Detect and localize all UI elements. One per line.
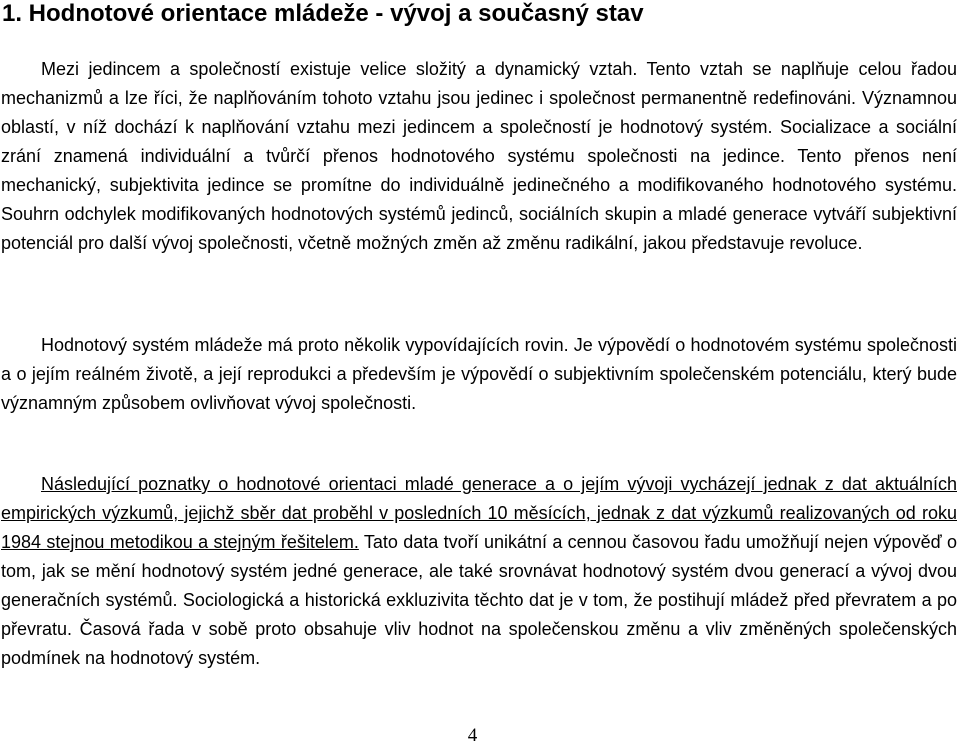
paragraph-2-text: Hodnotový systém mládeže má proto několik vypovídajících rovin. Je výpovědí o hodnotovém systému společnosti a o jejím reálném životě, a její reprodukci a především je výpovědí o subjektivním společenském potenciálu, který bude významným způsobem ovlivňovat vývoj společnosti. <box>1 335 957 413</box>
paragraph-3-underlined-text: Následující poznatky o hodnotové orientaci mladé generace a o jejím vývoji vycházejí jednak z dat aktuálních empirických výzkumů, jejichž sběr dat proběhl v posledních 10 měsících, jednak z dat výzkumů realizovaných od roku 1984 stejnou metodikou a stejným řešitelem. <box>1 474 957 552</box>
page-number: 4 <box>467 725 478 746</box>
paragraph-1 <box>1 55 957 258</box>
paragraph-3 <box>1 470 957 673</box>
paragraph-2 <box>1 331 957 418</box>
paragraph-3-text: Tato data tvoří unikátní a cennou časovou řadu umožňují nejen výpověď o tom, jak se mění hodnotový systém jedné generace, ale také srovnávat hodnotový systém dvou generací a vývoj dvou generačních systémů. Sociologická a historická exkluzivita těchto dat je v tom, že postihují mládež před převratem a po převratu. Časová řada v sobě proto obsahuje vliv hodnot na společenskou změnu a vliv změněných společenských podmínek na hodnotový systém. <box>1 532 957 668</box>
section-heading: 1. Hodnotové orientace mládeže - vývoj a současný stav <box>2 0 644 27</box>
paragraph-1-text: Mezi jedincem a společností existuje velice složitý a dynamický vztah. Tento vztah se naplňuje celou řadou mechanizmů a lze říci, že naplňováním tohoto vztahu jsou jedinec i společnost permanentně redefinováni. Významnou oblastí, v níž dochází k naplňování vztahu mezi jedincem a společností je hodnotový systém. Socializace a sociální zrání znamená individuální a tvůrčí přenos hodnotového systému společnosti na jedince. Tento přenos není mechanický, subjektivita jedince se promítne do individuálně jedinečného a modifikovaného hodnotového systému. Souhrn odchylek modifikovaných hodnotových systémů jedinců, sociálních skupin a mladé generace vytváří subjektivní potenciál pro další vývoj společnosti, včetně možných změn až změnu radikální, jakou představuje revoluce. <box>1 59 957 253</box>
